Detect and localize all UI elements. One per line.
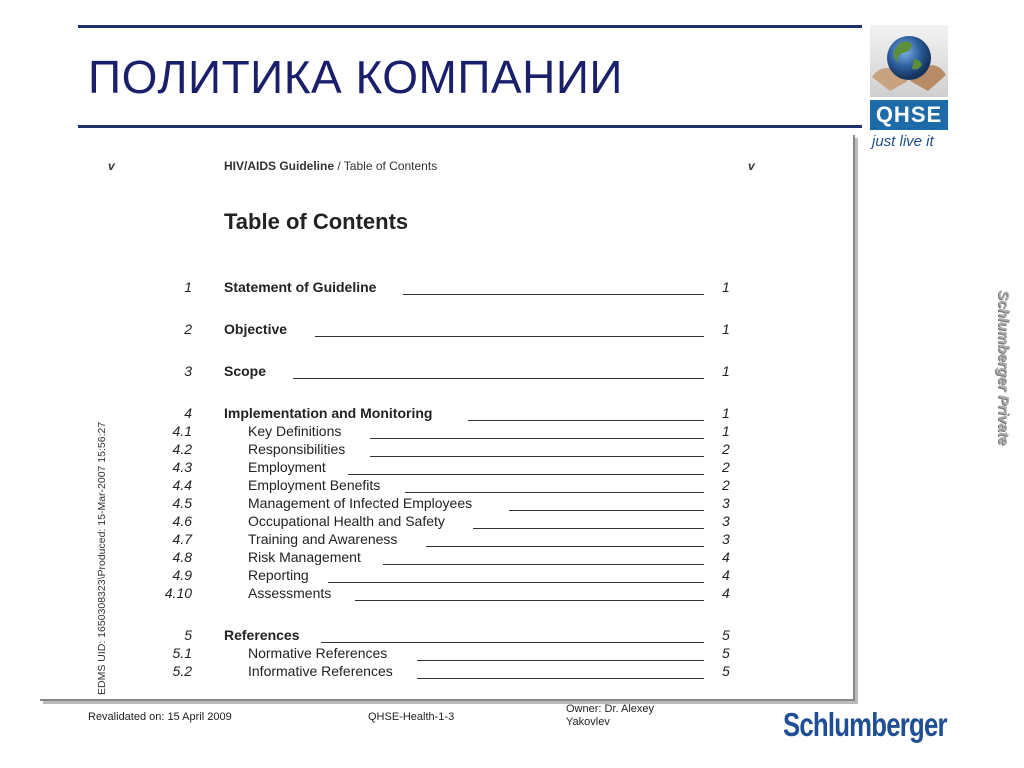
title-rule-top [78,25,862,28]
document-header-section: / Table of Contents [334,159,438,173]
toc-entry-title: Statement of Guideline [224,279,377,295]
toc-entry-number: 4.9 [172,567,192,583]
toc-leader-line [355,600,704,601]
toc-entry [40,585,855,603]
toc-entry-page: 3 [722,495,730,511]
toc-entry-title: Implementation and Monitoring [224,405,433,421]
toc-entry-title: Employment [248,459,326,475]
toc-entry-title: References [224,627,300,643]
toc-leader-line [417,660,704,661]
toc-entry-number: 4.1 [172,423,192,439]
toc-entry [40,531,855,549]
toc-entry-page: 1 [722,363,730,379]
toc-entry-title: Occupational Health and Safety [248,513,445,529]
toc-entry [40,513,855,531]
toc-entry-title: Key Definitions [248,423,342,439]
toc-entry [40,477,855,495]
toc-leader-line [328,582,704,583]
toc-entry-title: Reporting [248,567,309,583]
globe-in-hands-icon [870,25,948,97]
toc-entry [40,627,855,645]
edms-side-stamp: EDMS UID: 1650308323\Produced: 15-Mar-2007 15:56:27 [96,421,108,695]
toc-leader-line [417,678,704,679]
toc-entry-number: 1 [184,279,192,295]
footer-revalidated: Revalidated on: 15 April 2009 [88,711,232,723]
toc-leader-line [370,438,704,439]
toc-entry-number: 4.10 [164,585,192,601]
toc-entry-title: Assessments [248,585,332,601]
document-scan [40,135,855,701]
toc-entry-page: 1 [722,423,730,439]
toc-entry [40,279,855,297]
schlumberger-logo: Schlumberger [783,706,947,743]
footer-doc-id: QHSE-Health-1-3 [368,711,455,723]
toc-entry-page: 2 [722,477,730,493]
toc-entry-title: Training and Awareness [248,531,398,547]
qhse-logo [870,25,948,153]
toc-entry-page: 4 [722,549,730,565]
toc-leader-line [405,492,704,493]
toc-entry [40,549,855,567]
toc-entry [40,363,855,381]
toc-entry [40,645,855,663]
qhse-tagline: just live it [872,133,934,150]
slide-title: ПОЛИТИКА КОМПАНИИ [88,51,623,103]
toc-entry-title: Informative References [248,663,393,679]
document-header [224,159,437,173]
corner-mark-left: v [108,159,115,173]
toc-heading: Table of Contents [224,209,409,234]
toc-leader-line [293,378,704,379]
toc-leader-line [383,564,704,565]
toc-entry-page: 3 [722,531,730,547]
toc-entry-number: 4 [184,405,192,421]
toc-entry-number: 4.4 [172,477,192,493]
corner-mark-right: v [748,159,755,173]
toc-entry-page: 4 [722,567,730,583]
toc-entry [40,441,855,459]
toc-entry-page: 1 [722,279,730,295]
toc-entry-number: 5 [184,627,192,643]
toc-leader-line [403,294,704,295]
toc-entry-number: 5.1 [172,645,192,661]
toc-entry-page: 5 [722,663,730,679]
toc-entry-title: Normative References [248,645,388,661]
toc-entry-page: 3 [722,513,730,529]
toc-entry-title: Management of Infected Employees [248,495,473,511]
footer-owner: Owner: Dr. Alexey Yakovlev [566,703,655,728]
toc-entry-title: Responsibilities [248,441,346,457]
toc-entry-title: Risk Management [248,549,361,565]
qhse-badge: QHSE [870,100,948,130]
classification-watermark: Schlumberger Private [995,290,1012,446]
toc-leader-line [509,510,704,511]
toc-entry-number: 3 [184,363,192,379]
toc-entry-number: 4.2 [172,441,192,457]
toc-entry [40,567,855,585]
toc-entry-number: 4.3 [172,459,192,475]
toc-leader-line [426,546,704,547]
toc-leader-line [468,420,704,421]
toc-entry-page: 1 [722,321,730,337]
toc-entry-page: 2 [722,459,730,475]
toc-entry-page: 5 [722,627,730,643]
toc-entry [40,459,855,477]
toc-leader-line [321,642,704,643]
toc-entry-number: 4.8 [172,549,192,565]
toc-entry [40,663,855,681]
toc-entry-page: 5 [722,645,730,661]
toc-entry-number: 4.6 [172,513,192,529]
toc-entry-title: Objective [224,321,288,337]
toc-leader-line [348,474,704,475]
toc-entry-number: 5.2 [172,663,192,679]
toc-entry [40,321,855,339]
toc-leader-line [473,528,704,529]
toc-entry [40,423,855,441]
toc-entry-page: 4 [722,585,730,601]
toc-entry-page: 1 [722,405,730,421]
document-header-title: HIV/AIDS Guideline [224,159,335,173]
toc-entry-title: Scope [224,363,267,379]
toc-entry-title: Employment Benefits [248,477,381,493]
title-rule-bottom [78,125,862,128]
toc-entry-number: 2 [184,321,192,337]
toc-entry-number: 4.5 [172,495,192,511]
toc-entry [40,495,855,513]
toc-leader-line [315,336,704,337]
toc-leader-line [370,456,704,457]
toc-entry-number: 4.7 [172,531,192,547]
toc-entry-page: 2 [722,441,730,457]
toc-entry [40,405,855,423]
